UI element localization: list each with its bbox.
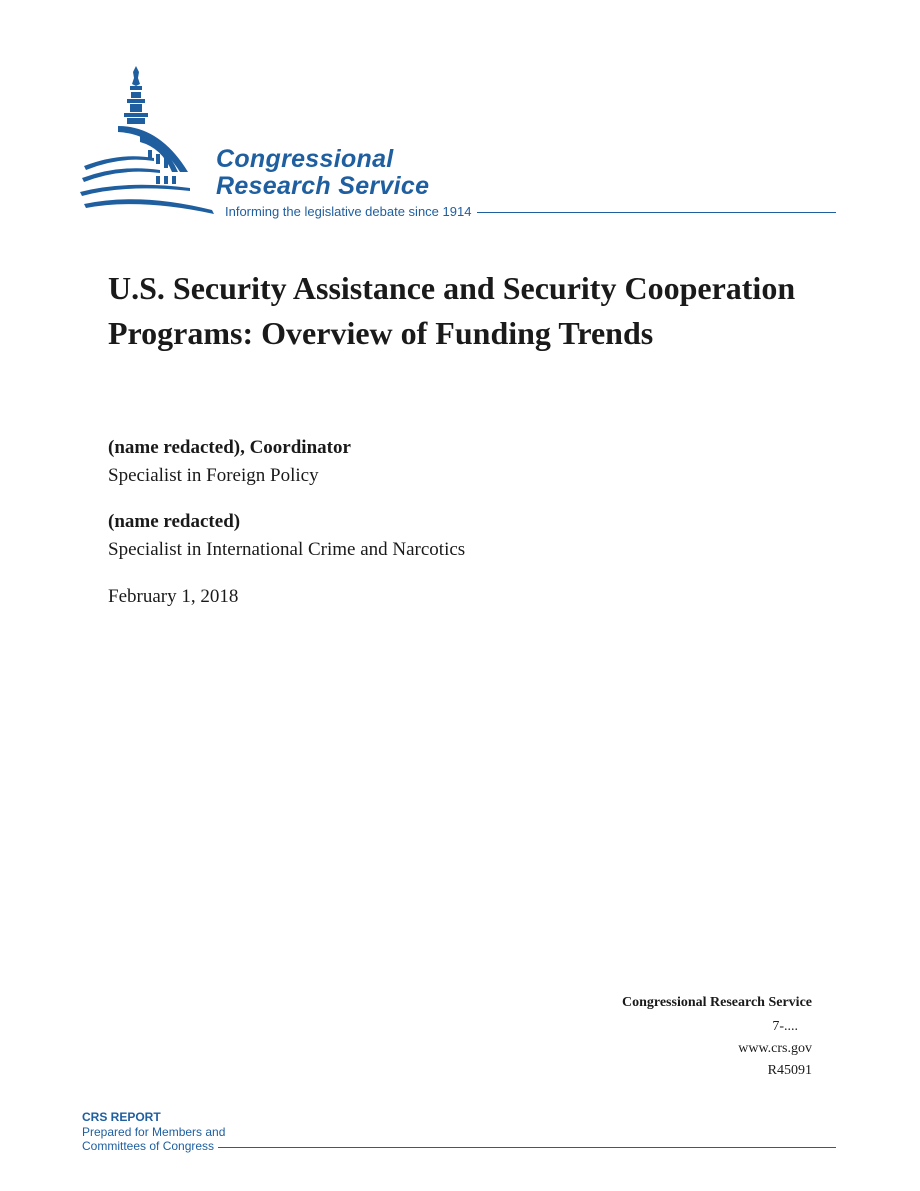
logo-name	[216, 146, 429, 200]
footer	[82, 1110, 836, 1153]
logo-name-line1: Congressional	[216, 145, 394, 173]
footer-line1: Prepared for Members and	[82, 1125, 226, 1139]
footer-label: CRS REPORT	[82, 1110, 161, 1124]
report-title: U.S. Security Assistance and Security Cooperation Programs: Overview of Funding Trends	[108, 270, 796, 351]
author-block	[108, 434, 351, 490]
author-name: (name redacted)	[108, 511, 241, 532]
crs-info	[622, 992, 812, 1082]
logo-tagline: Informing the legislative debate since 1914	[225, 203, 472, 219]
footer-line2-row	[82, 1139, 836, 1153]
capitol-dome-icon	[80, 66, 220, 216]
report-date: February 1, 2018	[108, 586, 239, 607]
report-id: R45091	[767, 1063, 812, 1078]
footer-line2: Committees of Congress	[82, 1139, 215, 1153]
author-block	[108, 508, 465, 564]
crs-org: Congressional Research Service	[621, 995, 812, 1010]
header-rule	[477, 212, 836, 213]
author-name: (name redacted), Coordinator	[108, 437, 351, 458]
author-role: Specialist in Foreign Policy	[108, 465, 319, 486]
footer-rule	[218, 1147, 836, 1148]
logo-tagline-row	[225, 202, 836, 220]
crs-website-link[interactable]: www.crs.gov	[738, 1041, 812, 1056]
logo-name-line2: Research Service	[216, 172, 430, 200]
author-role: Specialist in International Crime and Narcotics	[108, 539, 466, 560]
crs-number: 7-....	[772, 1019, 798, 1034]
